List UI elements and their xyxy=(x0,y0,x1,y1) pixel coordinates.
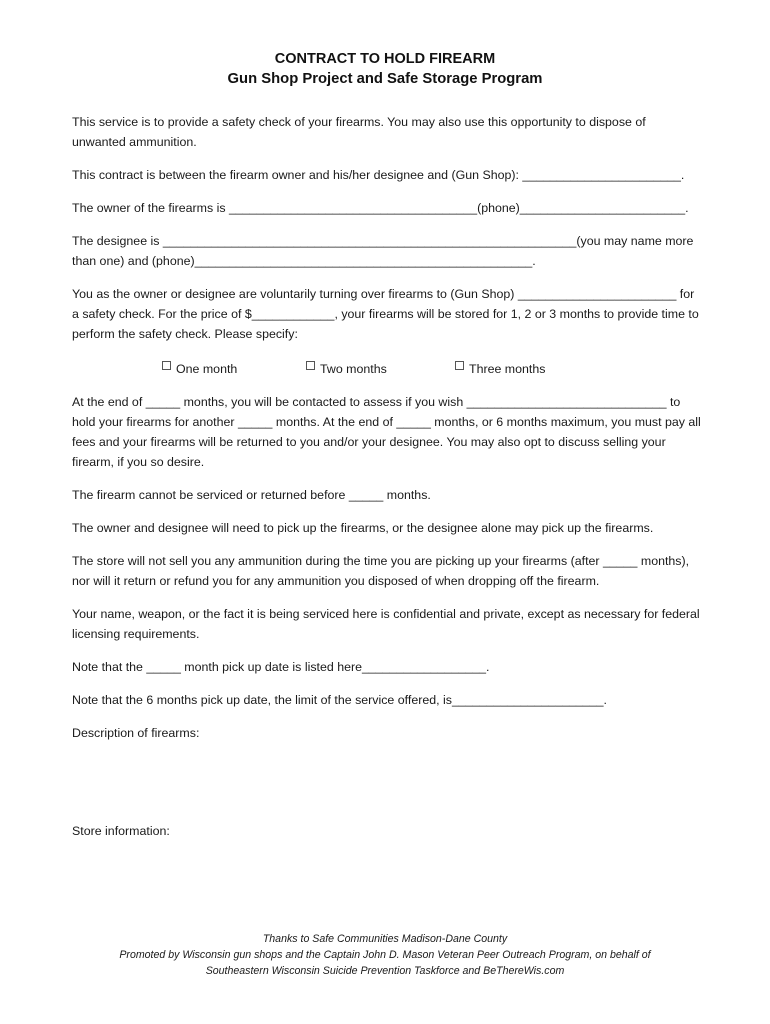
contract-parties-paragraph: This contract is between the firearm owner and his/her designee and (Gun Shop): _______________________. xyxy=(72,168,685,182)
pickup-paragraph: The owner and designee will need to pick up the firearms, or the designee alone may pick up the firearms. xyxy=(72,521,654,535)
footer-thanks: Thanks to Safe Communities Madison-Dane County xyxy=(262,933,508,945)
checkbox-icon[interactable] xyxy=(455,361,464,370)
option-label: One month xyxy=(176,362,238,376)
option-two-months[interactable] xyxy=(306,360,387,378)
storage-duration-options xyxy=(0,360,770,380)
limit-date-paragraph: Note that the 6 months pick up date, the limit of the service offered, is______________________. xyxy=(72,693,607,707)
option-one-month[interactable] xyxy=(162,360,237,378)
service-paragraph: This service is to provide a safety check of your firearms. You may also use this opportunity to dispose of unwanted ammunition. xyxy=(72,115,646,149)
footer-promoted: Promoted by Wisconsin gun shops and the Captain John D. Mason Veteran Peer Outreach Program, on behalf of xyxy=(119,949,651,961)
option-label: Three months xyxy=(469,362,546,376)
option-three-months[interactable] xyxy=(455,360,545,378)
page-subtitle: Gun Shop Project and Safe Storage Program xyxy=(227,71,543,87)
checkbox-icon[interactable] xyxy=(306,361,315,370)
confidentiality-paragraph: Your name, weapon, or the fact it is being serviced here is confidential and private, except as necessary for federal licensing requirements. xyxy=(72,607,700,641)
contact-paragraph: At the end of _____ months, you will be contacted to assess if you wish _____________________________ to hold your firearms for another _____ months. At the end of _____ months, or 6 months maximum, you must pay all fees and your firearms will be returned to you and/or your designee. You may also opt to discuss selling your firearm, if you so desire. xyxy=(72,395,701,469)
option-label: Two months xyxy=(320,362,387,376)
firearms-description-label: Description of firearms: xyxy=(72,726,200,740)
footer xyxy=(0,931,770,979)
page-title: CONTRACT TO HOLD FIREARM xyxy=(274,51,496,67)
pickup-date-paragraph: Note that the _____ month pick up date is listed here__________________. xyxy=(72,660,490,674)
checkbox-icon[interactable] xyxy=(162,361,171,370)
owner-paragraph: The owner of the firearms is ____________________________________(phone)________________________. xyxy=(72,201,689,215)
store-information-label: Store information: xyxy=(72,824,170,838)
designee-paragraph: The designee is ____________________________________________________________(you may name more than one) and (phone)_________________________________________________. xyxy=(72,234,694,268)
ammunition-paragraph: The store will not sell you any ammunition during the time you are picking up your firearms (after _____ months), nor will it return or refund you for any ammunition you disposed of when dropping off the firearm. xyxy=(72,554,690,588)
minimum-hold-paragraph: The firearm cannot be serviced or returned before _____ months. xyxy=(72,488,431,502)
turnover-paragraph: You as the owner or designee are voluntarily turning over firearms to (Gun Shop) _______________________ for a safety check. For the price of $____________, your firearms will be stored for 1, 2 or 3 months to provide time to perform the safety check. Please specify: xyxy=(72,287,699,341)
footer-taskforce: Southeastern Wisconsin Suicide Prevention Taskforce and BeThereWis.com xyxy=(205,965,565,977)
